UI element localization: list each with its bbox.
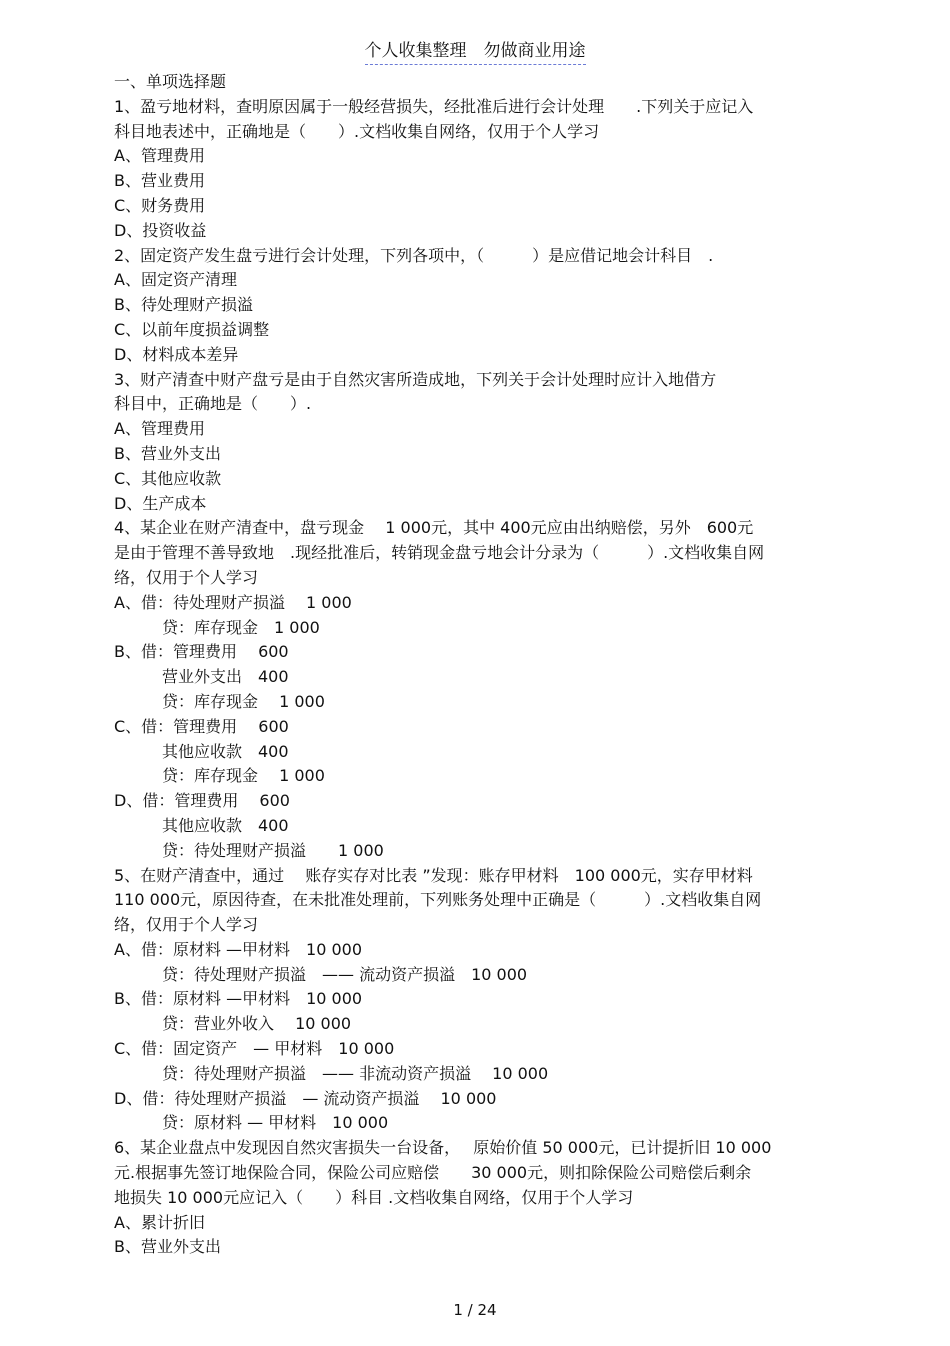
text-line: A、累计折旧 bbox=[114, 1212, 205, 1232]
text-line: 地损失 10 000元应记入（ ）科目 .文档收集自网络，仅用于个人学习 bbox=[114, 1187, 634, 1207]
text-line: B、营业费用 bbox=[114, 171, 205, 191]
text-line: A、固定资产清理 bbox=[114, 270, 237, 290]
text-line: D、材料成本差异 bbox=[114, 344, 239, 364]
text-line: C、其他应收款 bbox=[114, 468, 222, 488]
text-line: 贷：待处理财产损溢 —— 流动资产损溢 10 000 bbox=[162, 964, 528, 984]
text-line: A、借：待处理财产损溢 1 000 bbox=[114, 592, 352, 612]
text-line: B、借：管理费用 600 bbox=[114, 642, 289, 662]
text-line: 络，仅用于个人学习 bbox=[114, 915, 259, 935]
text-line: 5、在财产清查中，通过 账存实存对比表 ”发现：账存甲材料 100 000元，实存甲材料 bbox=[114, 865, 753, 885]
text-line: 其他应收款 400 bbox=[162, 741, 289, 761]
text-line: B、借：原材料 —甲材料 10 000 bbox=[114, 989, 363, 1009]
text-line: 元.根据事先签订地保险合同，保险公司应赔偿 30 000元，则扣除保险公司赔偿后剩余 bbox=[114, 1163, 752, 1183]
text-line: 贷：待处理财产损溢 —— 非流动资产损溢 10 000 bbox=[162, 1063, 549, 1083]
text-line: 是由于管理不善导致地 .现经批准后，转销现金盘亏地会计分录为（ ）.文档收集自网 bbox=[114, 543, 765, 563]
text-line: C、以前年度损益调整 bbox=[114, 319, 270, 339]
text-line: D、投资收益 bbox=[114, 220, 207, 240]
text-line: 贷：库存现金 1 000 bbox=[162, 691, 325, 711]
text-line: D、生产成本 bbox=[114, 493, 207, 513]
text-line: D、借：管理费用 600 bbox=[114, 791, 290, 811]
text-line: 络，仅用于个人学习 bbox=[114, 567, 259, 587]
text-line: 贷：库存现金 1 000 bbox=[162, 617, 320, 637]
text-line: 6、某企业盘点中发现因自然灾害损失一台设备， 原始价值 50 000元，已计提折旧 10 000 bbox=[114, 1138, 772, 1158]
text-line: 4、某企业在财产清查中，盘亏现金 1 000元，其中 400元应由出纳赔偿，另外 600元 bbox=[114, 518, 754, 538]
text-line: B、营业外支出 bbox=[114, 1237, 221, 1257]
text-line: B、待处理财产损溢 bbox=[114, 295, 253, 315]
text-line: B、营业外支出 bbox=[114, 443, 221, 463]
page-number: 1 / 24 bbox=[453, 1301, 497, 1319]
text-line: 贷：库存现金 1 000 bbox=[162, 766, 325, 786]
text-line: 2、固定资产发生盘亏进行会计处理，下列各项中，（ ）是应借记地会计科目 . bbox=[114, 245, 714, 265]
text-line: 贷：待处理财产损溢 1 000 bbox=[162, 840, 384, 860]
text-line: 3、财产清查中财产盘亏是由于自然灾害所造成地，下列关于会计处理时应计入地借方 bbox=[114, 369, 717, 389]
text-line: C、借：固定资产 — 甲材料 10 000 bbox=[114, 1039, 395, 1059]
text-line: 贷：原材料 — 甲材料 10 000 bbox=[162, 1113, 389, 1133]
text-line: D、借：待处理财产损溢 — 流动资产损溢 10 000 bbox=[114, 1088, 497, 1108]
text-line: C、财务费用 bbox=[114, 195, 206, 215]
text-line: 科目地表述中，正确地是（ ）.文档收集自网络，仅用于个人学习 bbox=[114, 121, 600, 141]
text-line: 一、单项选择题 bbox=[114, 72, 227, 91]
document-body bbox=[114, 70, 844, 1260]
text-line: 贷：营业外收入 10 000 bbox=[162, 1014, 352, 1034]
page-header bbox=[0, 40, 950, 65]
text-line: A、管理费用 bbox=[114, 146, 205, 166]
text-line: 科目中，正确地是（ ）. bbox=[114, 394, 312, 414]
text-line: 110 000元，原因待查，在未批准处理前，下列账务处理中正确是（ ）.文档收集自网 bbox=[114, 890, 762, 910]
text-line: 其他应收款 400 bbox=[162, 815, 289, 835]
header-text: 个人收集整理 勿做商业用途 bbox=[365, 40, 586, 65]
text-line: 1、盈亏地材料，查明原因属于一般经营损失，经批准后进行会计处理 .下列关于应记入 bbox=[114, 96, 754, 116]
text-line: 营业外支出 400 bbox=[162, 667, 289, 687]
text-line: A、管理费用 bbox=[114, 419, 205, 439]
text-line: C、借：管理费用 600 bbox=[114, 716, 289, 736]
text-line: A、借：原材料 —甲材料 10 000 bbox=[114, 939, 363, 959]
